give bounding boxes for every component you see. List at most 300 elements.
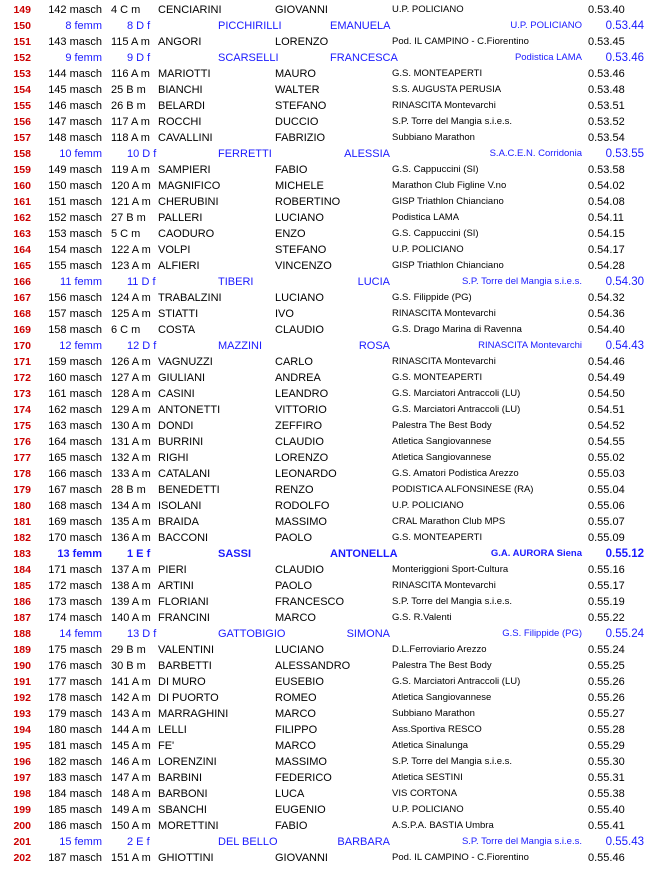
team-cell: Ass.Sportiva RESCO (392, 724, 482, 735)
surname-cell: FRANCINI (158, 612, 210, 624)
position-cell: 202 (13, 852, 31, 864)
surname-cell: MAZZINI (218, 340, 262, 352)
first-name-cell: LUCIA (357, 276, 390, 288)
table-row (0, 34, 647, 50)
surname-cell: ISOLANI (158, 500, 202, 512)
category-rank-cell: 150 masch (48, 180, 102, 192)
surname-cell: COSTA (158, 324, 196, 336)
time-cell: 0.53.58 (588, 164, 625, 176)
time-cell: 0.55.46 (588, 852, 625, 864)
position-cell: 152 (13, 52, 31, 64)
category-rank-cell: 155 masch (48, 260, 102, 272)
category-rank-cell: 172 masch (48, 580, 102, 592)
time-cell: 0.54.28 (588, 260, 625, 272)
class-rank-cell: 1 E f (127, 548, 151, 560)
class-rank-cell: 119 A m (111, 164, 150, 176)
first-name-cell: BARBARA (337, 836, 390, 848)
time-cell: 0.54.49 (588, 372, 625, 384)
category-rank-cell: 153 masch (48, 228, 102, 240)
category-rank-cell: 13 femm (57, 548, 102, 560)
table-row (0, 674, 647, 690)
team-cell: Pod. IL CAMPINO - C.Fiorentino (392, 852, 529, 863)
surname-cell: BRAIDA (158, 516, 199, 528)
first-name-cell: MARCO (275, 708, 316, 720)
class-rank-cell: 144 A m (111, 724, 151, 736)
time-cell: 0.54.50 (588, 388, 625, 400)
team-cell: Podistica LAMA (514, 52, 582, 63)
position-cell: 172 (13, 372, 31, 384)
category-rank-cell: 147 masch (48, 116, 102, 128)
time-cell: 0.54.30 (605, 276, 644, 288)
team-cell: G.S. Marciatori Antraccoli (LU) (392, 676, 521, 687)
first-name-cell: CLAUDIO (275, 436, 324, 448)
table-row (0, 626, 647, 642)
table-row (0, 738, 647, 754)
first-name-cell: FEDERICO (275, 772, 332, 784)
first-name-cell: MARCO (275, 612, 316, 624)
table-row (0, 370, 647, 386)
category-rank-cell: 171 masch (48, 564, 102, 576)
team-cell: Atletica Sinalunga (392, 740, 469, 751)
first-name-cell: LEANDRO (275, 388, 329, 400)
class-rank-cell: 130 A m (111, 420, 151, 432)
team-cell: Atletica Sangiovannese (392, 692, 492, 703)
position-cell: 155 (13, 100, 31, 112)
time-cell: 0.55.09 (588, 532, 625, 544)
category-rank-cell: 177 masch (48, 676, 102, 688)
first-name-cell: FABIO (275, 820, 308, 832)
time-cell: 0.54.40 (588, 324, 625, 336)
time-cell: 0.54.43 (605, 340, 644, 352)
time-cell: 0.54.36 (588, 308, 625, 320)
position-cell: 199 (13, 804, 31, 816)
position-cell: 201 (13, 836, 31, 848)
position-cell: 190 (13, 660, 31, 672)
first-name-cell: ALESSANDRO (275, 660, 351, 672)
team-cell: Atletica Sangiovannese (392, 452, 492, 463)
first-name-cell: IVO (275, 308, 294, 320)
surname-cell: RIGHI (158, 452, 189, 464)
category-rank-cell: 142 masch (48, 4, 102, 16)
position-cell: 185 (13, 580, 31, 592)
team-cell: S.P. Torre del Mangia s.i.e.s. (392, 596, 513, 607)
first-name-cell: CARLO (275, 356, 313, 368)
first-name-cell: ROBERTINO (275, 196, 341, 208)
position-cell: 156 (13, 116, 31, 128)
first-name-cell: LORENZO (275, 36, 329, 48)
table-row (0, 18, 647, 34)
category-rank-cell: 173 masch (48, 596, 102, 608)
category-rank-cell: 182 masch (48, 756, 102, 768)
class-rank-cell: 129 A m (111, 404, 151, 416)
surname-cell: VALENTINI (158, 644, 215, 656)
class-rank-cell: 8 D f (127, 20, 151, 32)
surname-cell: MAGNIFICO (158, 180, 221, 192)
table-row (0, 242, 647, 258)
class-rank-cell: 122 A m (111, 244, 151, 256)
team-cell: G.S. Amatori Podistica Arezzo (392, 468, 519, 479)
team-cell: G.S. Cappuccini (SI) (392, 164, 479, 175)
table-row (0, 146, 647, 162)
class-rank-cell: 115 A m (111, 36, 150, 48)
time-cell: 0.55.24 (605, 628, 644, 640)
team-cell: G.S. R.Valenti (392, 612, 452, 623)
class-rank-cell: 28 B m (111, 484, 146, 496)
time-cell: 0.54.08 (588, 196, 625, 208)
category-rank-cell: 8 femm (65, 20, 102, 32)
team-cell: VIS CORTONA (392, 788, 458, 799)
position-cell: 150 (13, 20, 31, 32)
position-cell: 166 (13, 276, 31, 288)
first-name-cell: MAURO (275, 68, 316, 80)
surname-cell: BELARDI (158, 100, 206, 112)
results-table (0, 2, 647, 866)
category-rank-cell: 143 masch (48, 36, 102, 48)
team-cell: Subbiano Marathon (392, 132, 475, 143)
time-cell: 0.55.06 (588, 500, 625, 512)
team-cell: RINASCITA Montevarchi (392, 580, 496, 591)
first-name-cell: FRANCESCO (275, 596, 345, 608)
table-row (0, 418, 647, 434)
first-name-cell: PAOLO (275, 580, 313, 592)
surname-cell: DI PUORTO (158, 692, 219, 704)
position-cell: 164 (13, 244, 31, 256)
category-rank-cell: 184 masch (48, 788, 102, 800)
category-rank-cell: 179 masch (48, 708, 102, 720)
surname-cell: ROCCHI (158, 116, 202, 128)
position-cell: 198 (13, 788, 31, 800)
category-rank-cell: 183 masch (48, 772, 102, 784)
category-rank-cell: 176 masch (48, 660, 102, 672)
team-cell: PODISTICA ALFONSINESE (RA) (392, 484, 534, 495)
team-cell: G.S. Cappuccini (SI) (392, 228, 479, 239)
class-rank-cell: 5 C m (111, 228, 141, 240)
surname-cell: CAODURO (158, 228, 215, 240)
class-rank-cell: 136 A m (111, 532, 151, 544)
table-row (0, 482, 647, 498)
category-rank-cell: 160 masch (48, 372, 102, 384)
team-cell: S.P. Torre del Mangia s.i.e.s. (461, 276, 582, 287)
team-cell: RINASCITA Montevarchi (478, 340, 582, 351)
time-cell: 0.53.51 (588, 100, 625, 112)
surname-cell: BACCONI (158, 532, 209, 544)
first-name-cell: ANDREA (275, 372, 321, 384)
surname-cell: DEL BELLO (218, 836, 278, 848)
surname-cell: LORENZINI (158, 756, 217, 768)
table-row (0, 322, 647, 338)
class-rank-cell: 140 A m (111, 612, 151, 624)
category-rank-cell: 174 masch (48, 612, 102, 624)
class-rank-cell: 126 A m (111, 356, 151, 368)
class-rank-cell: 13 D f (127, 628, 157, 640)
time-cell: 0.55.41 (588, 820, 625, 832)
time-cell: 0.54.52 (588, 420, 625, 432)
class-rank-cell: 146 A m (111, 756, 151, 768)
first-name-cell: EUGENIO (275, 804, 326, 816)
position-cell: 176 (13, 436, 31, 448)
class-rank-cell: 139 A m (111, 596, 151, 608)
category-rank-cell: 180 masch (48, 724, 102, 736)
first-name-cell: MASSIMO (275, 756, 327, 768)
surname-cell: BARBETTI (158, 660, 212, 672)
team-cell: G.S. MONTEAPERTI (392, 372, 483, 383)
first-name-cell: FABRIZIO (275, 132, 326, 144)
class-rank-cell: 128 A m (111, 388, 151, 400)
position-cell: 193 (13, 708, 31, 720)
category-rank-cell: 178 masch (48, 692, 102, 704)
table-row (0, 834, 647, 850)
team-cell: S.A.C.E.N. Corridonia (489, 148, 582, 159)
table-row (0, 818, 647, 834)
class-rank-cell: 30 B m (111, 660, 146, 672)
first-name-cell: WALTER (275, 84, 320, 96)
class-rank-cell: 6 C m (111, 324, 141, 336)
class-rank-cell: 147 A m (111, 772, 151, 784)
class-rank-cell: 143 A m (111, 708, 151, 720)
position-cell: 168 (13, 308, 31, 320)
position-cell: 196 (13, 756, 31, 768)
time-cell: 0.55.02 (588, 452, 625, 464)
first-name-cell: RENZO (275, 484, 314, 496)
time-cell: 0.55.22 (588, 612, 625, 624)
table-row (0, 546, 647, 562)
category-rank-cell: 9 femm (65, 52, 102, 64)
category-rank-cell: 148 masch (48, 132, 102, 144)
category-rank-cell: 185 masch (48, 804, 102, 816)
time-cell: 0.55.40 (588, 804, 625, 816)
table-row (0, 226, 647, 242)
first-name-cell: EUSEBIO (275, 676, 324, 688)
time-cell: 0.54.51 (588, 404, 625, 416)
time-cell: 0.55.27 (588, 708, 625, 720)
team-cell: S.P. Torre del Mangia s.i.e.s. (392, 116, 513, 127)
category-rank-cell: 168 masch (48, 500, 102, 512)
class-rank-cell: 116 A m (111, 68, 150, 80)
first-name-cell: ROMEO (275, 692, 317, 704)
first-name-cell: CLAUDIO (275, 324, 324, 336)
first-name-cell: GIOVANNI (275, 4, 328, 16)
table-row (0, 530, 647, 546)
class-rank-cell: 10 D f (127, 148, 157, 160)
class-rank-cell: 29 B m (111, 644, 146, 656)
class-rank-cell: 135 A m (111, 516, 151, 528)
class-rank-cell: 148 A m (111, 788, 151, 800)
first-name-cell: SIMONA (346, 628, 390, 640)
category-rank-cell: 157 masch (48, 308, 102, 320)
class-rank-cell: 142 A m (111, 692, 151, 704)
surname-cell: GIULIANI (158, 372, 206, 384)
table-row (0, 450, 647, 466)
category-rank-cell: 14 femm (59, 628, 102, 640)
team-cell: Monteriggioni Sport-Cultura (392, 564, 509, 575)
team-cell: CRAL Marathon Club MPS (392, 516, 506, 527)
time-cell: 0.55.07 (588, 516, 625, 528)
team-cell: Atletica Sangiovannese (392, 436, 492, 447)
position-cell: 195 (13, 740, 31, 752)
category-rank-cell: 144 masch (48, 68, 102, 80)
category-rank-cell: 170 masch (48, 532, 102, 544)
time-cell: 0.53.45 (588, 36, 625, 48)
surname-cell: STIATTI (158, 308, 199, 320)
position-cell: 151 (13, 36, 31, 48)
category-rank-cell: 156 masch (48, 292, 102, 304)
position-cell: 169 (13, 324, 31, 336)
class-rank-cell: 141 A m (111, 676, 151, 688)
surname-cell: BARBONI (158, 788, 208, 800)
team-cell: S.P. Torre del Mangia s.i.e.s. (392, 756, 513, 767)
table-row (0, 754, 647, 770)
class-rank-cell: 27 B m (111, 212, 146, 224)
category-rank-cell: 167 masch (48, 484, 102, 496)
table-row (0, 594, 647, 610)
category-rank-cell: 159 masch (48, 356, 102, 368)
position-cell: 174 (13, 404, 31, 416)
team-cell: D.L.Ferroviario Arezzo (392, 644, 487, 655)
position-cell: 173 (13, 388, 31, 400)
team-cell: U.P. POLICIANO (392, 4, 464, 15)
position-cell: 154 (13, 84, 31, 96)
category-rank-cell: 162 masch (48, 404, 102, 416)
surname-cell: BENEDETTI (158, 484, 220, 496)
position-cell: 189 (13, 644, 31, 656)
time-cell: 0.53.46 (605, 52, 644, 64)
table-row (0, 578, 647, 594)
table-row (0, 2, 647, 18)
class-rank-cell: 120 A m (111, 180, 151, 192)
surname-cell: MARRAGHINI (158, 708, 229, 720)
first-name-cell: FABIO (275, 164, 308, 176)
team-cell: U.P. POLICIANO (392, 244, 464, 255)
team-cell: RINASCITA Montevarchi (392, 308, 496, 319)
position-cell: 180 (13, 500, 31, 512)
time-cell: 0.54.11 (588, 212, 624, 224)
table-row (0, 466, 647, 482)
surname-cell: CATALANI (158, 468, 211, 480)
surname-cell: PIERI (158, 564, 187, 576)
surname-cell: PALLERI (158, 212, 203, 224)
position-cell: 179 (13, 484, 31, 496)
first-name-cell: LUCIANO (275, 644, 324, 656)
surname-cell: SASSI (218, 548, 252, 560)
surname-cell: PICCHIRILLI (218, 20, 282, 32)
table-row (0, 50, 647, 66)
class-rank-cell: 127 A m (111, 372, 151, 384)
time-cell: 0.54.17 (588, 244, 625, 256)
position-cell: 177 (13, 452, 31, 464)
class-rank-cell: 134 A m (111, 500, 151, 512)
surname-cell: MARIOTTI (158, 68, 211, 80)
first-name-cell: ZEFFIRO (275, 420, 323, 432)
team-cell: G.S. Marciatori Antraccoli (LU) (392, 388, 521, 399)
category-rank-cell: 149 masch (48, 164, 102, 176)
surname-cell: ARTINI (158, 580, 194, 592)
surname-cell: SAMPIERI (158, 164, 211, 176)
table-row (0, 658, 647, 674)
class-rank-cell: 25 B m (111, 84, 146, 96)
class-rank-cell: 2 E f (127, 836, 150, 848)
time-cell: 0.55.16 (588, 564, 625, 576)
surname-cell: CASINI (158, 388, 195, 400)
table-row (0, 434, 647, 450)
class-rank-cell: 123 A m (111, 260, 151, 272)
surname-cell: BARBINI (158, 772, 203, 784)
first-name-cell: FRANCESCA (330, 52, 398, 64)
table-row (0, 338, 647, 354)
class-rank-cell: 118 A m (111, 132, 150, 144)
position-cell: 161 (13, 196, 31, 208)
class-rank-cell: 137 A m (111, 564, 151, 576)
category-rank-cell: 146 masch (48, 100, 102, 112)
class-rank-cell: 151 A m (111, 852, 151, 864)
position-cell: 157 (13, 132, 31, 144)
category-rank-cell: 161 masch (48, 388, 102, 400)
position-cell: 158 (13, 148, 31, 160)
position-cell: 162 (13, 212, 31, 224)
class-rank-cell: 149 A m (111, 804, 151, 816)
surname-cell: CAVALLINI (158, 132, 213, 144)
class-rank-cell: 138 A m (111, 580, 151, 592)
first-name-cell: ALESSIA (344, 148, 390, 160)
first-name-cell: STEFANO (275, 100, 327, 112)
first-name-cell: EMANUELA (330, 20, 391, 32)
first-name-cell: MICHELE (275, 180, 324, 192)
table-row (0, 258, 647, 274)
team-cell: G.S. Marciatori Antraccoli (LU) (392, 404, 521, 415)
first-name-cell: LUCA (275, 788, 305, 800)
category-rank-cell: 158 masch (48, 324, 102, 336)
position-cell: 163 (13, 228, 31, 240)
surname-cell: CENCIARINI (158, 4, 222, 16)
surname-cell: GATTOBIGIO (218, 628, 286, 640)
class-rank-cell: 145 A m (111, 740, 151, 752)
team-cell: G.A. AURORA Siena (490, 548, 582, 559)
team-cell: Palestra The Best Body (392, 660, 492, 671)
table-row (0, 786, 647, 802)
table-row (0, 82, 647, 98)
surname-cell: FERRETTI (218, 148, 272, 160)
surname-cell: BIANCHI (158, 84, 203, 96)
time-cell: 0.55.28 (588, 724, 625, 736)
time-cell: 0.54.46 (588, 356, 625, 368)
team-cell: U.P. POLICIANO (392, 804, 464, 815)
team-cell: GISP Triathlon Chianciano (392, 196, 504, 207)
table-row (0, 130, 647, 146)
category-rank-cell: 163 masch (48, 420, 102, 432)
time-cell: 0.55.19 (588, 596, 625, 608)
class-rank-cell: 12 D f (127, 340, 157, 352)
time-cell: 0.55.26 (588, 692, 625, 704)
table-row (0, 194, 647, 210)
time-cell: 0.53.46 (588, 68, 625, 80)
surname-cell: SBANCHI (158, 804, 207, 816)
category-rank-cell: 11 femm (60, 276, 102, 288)
table-row (0, 514, 647, 530)
surname-cell: VOLPI (158, 244, 191, 256)
position-cell: 200 (13, 820, 31, 832)
table-row (0, 706, 647, 722)
time-cell: 0.55.17 (588, 580, 625, 592)
team-cell: A.S.P.A. BASTIA Umbra (392, 820, 494, 831)
surname-cell: TIBERI (218, 276, 254, 288)
first-name-cell: MASSIMO (275, 516, 327, 528)
surname-cell: ANTONETTI (158, 404, 221, 416)
time-cell: 0.55.03 (588, 468, 625, 480)
table-row (0, 498, 647, 514)
team-cell: Atletica SESTINI (392, 772, 463, 783)
time-cell: 0.55.24 (588, 644, 625, 656)
position-cell: 188 (13, 628, 31, 640)
time-cell: 0.55.29 (588, 740, 625, 752)
